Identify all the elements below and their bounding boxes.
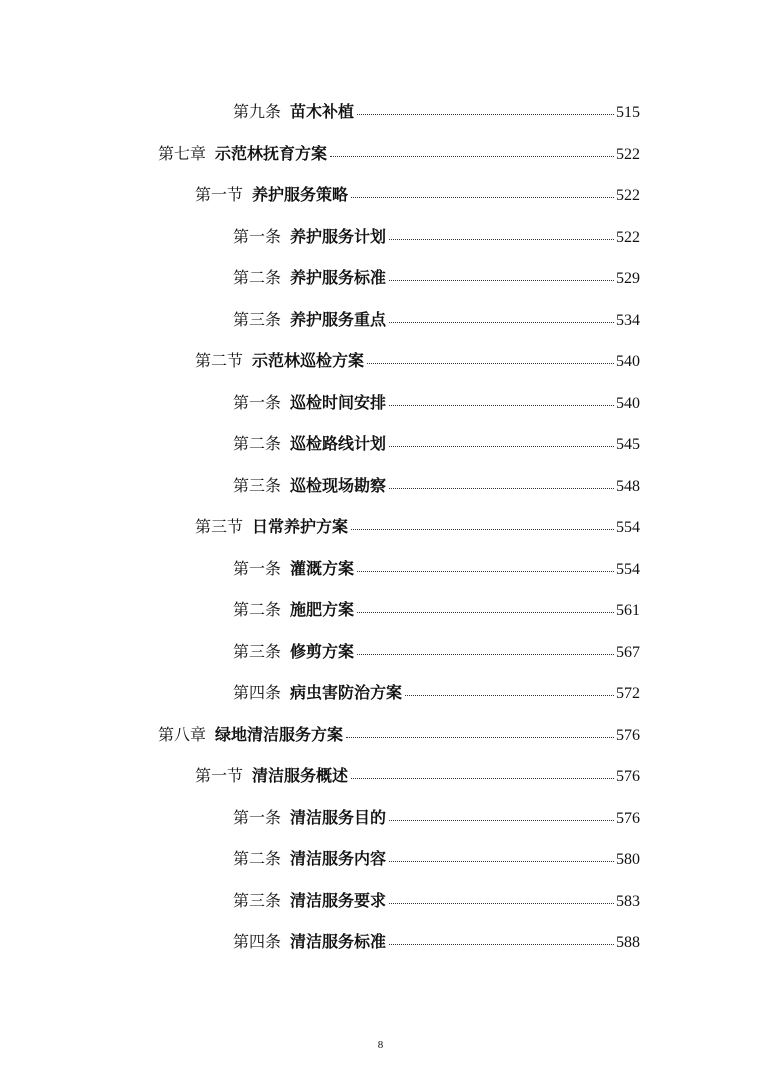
toc-entry-title: 养护服务重点 (290, 309, 387, 329)
toc-entry-line (233, 382, 761, 425)
toc-entry[interactable] (233, 91, 761, 133)
toc-entry[interactable] (233, 299, 761, 341)
toc-entry-page: 529 (616, 270, 640, 287)
dot-leader (389, 903, 614, 904)
toc-entry-page: 554 (616, 560, 640, 578)
toc-entry-line (233, 631, 761, 674)
toc-entry-title: 施肥方案 (290, 600, 355, 619)
toc-entry-page: 522 (616, 187, 640, 204)
toc-entry-title: 修剪方案 (290, 641, 355, 661)
toc-entry-title: 示范林巡检方案 (252, 351, 365, 370)
toc-entry-page: 576 (616, 768, 640, 785)
toc-entry[interactable] (233, 838, 761, 880)
toc-entry-title: 日常养护方案 (252, 517, 349, 536)
toc-entry[interactable] (233, 631, 761, 673)
toc-entry-title: 巡检现场勘察 (290, 475, 387, 495)
toc-entry-page: 545 (616, 436, 640, 453)
toc-entry-line (158, 714, 761, 757)
toc-entry-line (233, 423, 761, 466)
toc-entry-page: 554 (616, 519, 640, 536)
toc-entry-title: 灌溉方案 (290, 558, 355, 578)
dot-leader (357, 612, 614, 613)
table-of-contents (0, 91, 761, 963)
toc-entry[interactable] (195, 340, 761, 382)
toc-entry-page: 515 (616, 104, 640, 121)
dot-leader (351, 778, 614, 779)
dot-leader (357, 654, 614, 655)
toc-entry-line (195, 506, 761, 549)
toc-entry-number: 第二条 (233, 849, 282, 868)
toc-entry-line (233, 880, 761, 923)
toc-entry[interactable] (233, 797, 761, 839)
toc-entry[interactable] (195, 755, 761, 797)
toc-entry-line (233, 216, 761, 259)
dot-leader (351, 197, 614, 198)
dot-leader (389, 239, 614, 240)
toc-entry[interactable] (233, 548, 761, 590)
toc-entry-number: 第九条 (233, 102, 282, 121)
toc-entry[interactable] (233, 465, 761, 507)
toc-entry-number: 第三节 (195, 517, 244, 536)
toc-entry[interactable] (233, 382, 761, 424)
toc-entry[interactable] (233, 589, 761, 631)
toc-entry-line (233, 91, 761, 134)
toc-entry-number: 第三条 (233, 890, 282, 910)
dot-leader (389, 322, 614, 323)
toc-entry-number: 第八章 (158, 724, 207, 744)
toc-entry-page: 583 (616, 892, 640, 910)
dot-leader (330, 156, 614, 157)
toc-entry[interactable] (233, 880, 761, 922)
toc-entry-line (233, 838, 761, 881)
toc-entry-title: 清洁服务内容 (290, 849, 387, 868)
toc-entry-page: 548 (616, 477, 640, 495)
toc-entry-number: 第三条 (233, 309, 282, 329)
dot-leader (405, 695, 614, 696)
toc-entry-line (233, 548, 761, 591)
toc-entry-line (233, 921, 761, 964)
dot-leader (389, 488, 614, 489)
toc-entry-number: 第三条 (233, 475, 282, 495)
toc-entry-page: 540 (616, 353, 640, 370)
toc-entry[interactable] (233, 921, 761, 963)
toc-entry-title: 清洁服务要求 (290, 890, 387, 910)
toc-entry-title: 病虫害防治方案 (290, 683, 403, 702)
toc-entry-page: 522 (616, 228, 640, 246)
dot-leader (389, 405, 614, 406)
toc-entry-page: 572 (616, 685, 640, 702)
toc-entry-number: 第四条 (233, 932, 282, 951)
toc-entry-page: 534 (616, 311, 640, 329)
toc-entry-title: 养护服务策略 (252, 185, 349, 204)
toc-entry-number: 第二条 (233, 268, 282, 287)
toc-entry[interactable] (233, 672, 761, 714)
toc-entry-page: 588 (616, 934, 640, 951)
dot-leader (367, 363, 614, 364)
toc-entry[interactable] (158, 133, 761, 175)
dot-leader (389, 280, 614, 281)
dot-leader (389, 446, 614, 447)
dot-leader (357, 114, 614, 115)
page-number: 8 (377, 1039, 384, 1051)
toc-entry-title: 绿地清洁服务方案 (215, 724, 344, 744)
toc-entry-page: 567 (616, 643, 640, 661)
toc-entry-number: 第四条 (233, 683, 282, 702)
toc-entry[interactable] (158, 714, 761, 756)
toc-entry-number: 第一条 (233, 226, 282, 246)
toc-entry-title: 巡检时间安排 (290, 392, 387, 412)
toc-entry[interactable] (233, 257, 761, 299)
toc-entry-line (158, 133, 761, 176)
toc-entry-number: 第一节 (195, 766, 244, 785)
toc-entry-title: 养护服务计划 (290, 226, 387, 246)
toc-entry-title: 养护服务标准 (290, 268, 387, 287)
toc-entry-page: 561 (616, 602, 640, 619)
toc-entry-title: 苗木补植 (290, 102, 355, 121)
toc-entry-title: 巡检路线计划 (290, 434, 387, 453)
toc-entry-line (233, 257, 761, 300)
toc-entry-line (233, 465, 761, 508)
toc-entry-number: 第一条 (233, 392, 282, 412)
toc-entry[interactable] (195, 174, 761, 216)
toc-entry[interactable] (233, 423, 761, 465)
toc-entry-line (195, 174, 761, 217)
toc-entry-number: 第二条 (233, 434, 282, 453)
dot-leader (389, 861, 614, 862)
toc-entry-number: 第二条 (233, 600, 282, 619)
toc-entry-number: 第二节 (195, 351, 244, 370)
toc-entry-page: 522 (616, 145, 640, 163)
dot-leader (389, 820, 614, 821)
dot-leader (351, 529, 614, 530)
toc-entry-line (195, 340, 761, 383)
toc-entry-number: 第三条 (233, 641, 282, 661)
toc-entry-number: 第一节 (195, 185, 244, 204)
toc-entry[interactable] (233, 216, 761, 258)
toc-entry-page: 580 (616, 851, 640, 868)
dot-leader (346, 737, 614, 738)
toc-entry-line (233, 589, 761, 632)
toc-entry-number: 第一条 (233, 807, 282, 827)
toc-entry-title: 清洁服务标准 (290, 932, 387, 951)
dot-leader (357, 571, 614, 572)
toc-entry-line (195, 755, 761, 798)
toc-entry-page: 576 (616, 809, 640, 827)
toc-entry-title: 清洁服务概述 (252, 766, 349, 785)
toc-entry-title: 示范林抚育方案 (215, 143, 328, 163)
toc-entry-number: 第一条 (233, 558, 282, 578)
toc-entry-page: 540 (616, 394, 640, 412)
toc-entry-title: 清洁服务目的 (290, 807, 387, 827)
toc-entry-page: 576 (616, 726, 640, 744)
toc-entry-number: 第七章 (158, 143, 207, 163)
toc-entry[interactable] (195, 506, 761, 548)
dot-leader (389, 944, 614, 945)
toc-entry-line (233, 672, 761, 715)
toc-entry-line (233, 299, 761, 342)
toc-entry-line (233, 797, 761, 840)
